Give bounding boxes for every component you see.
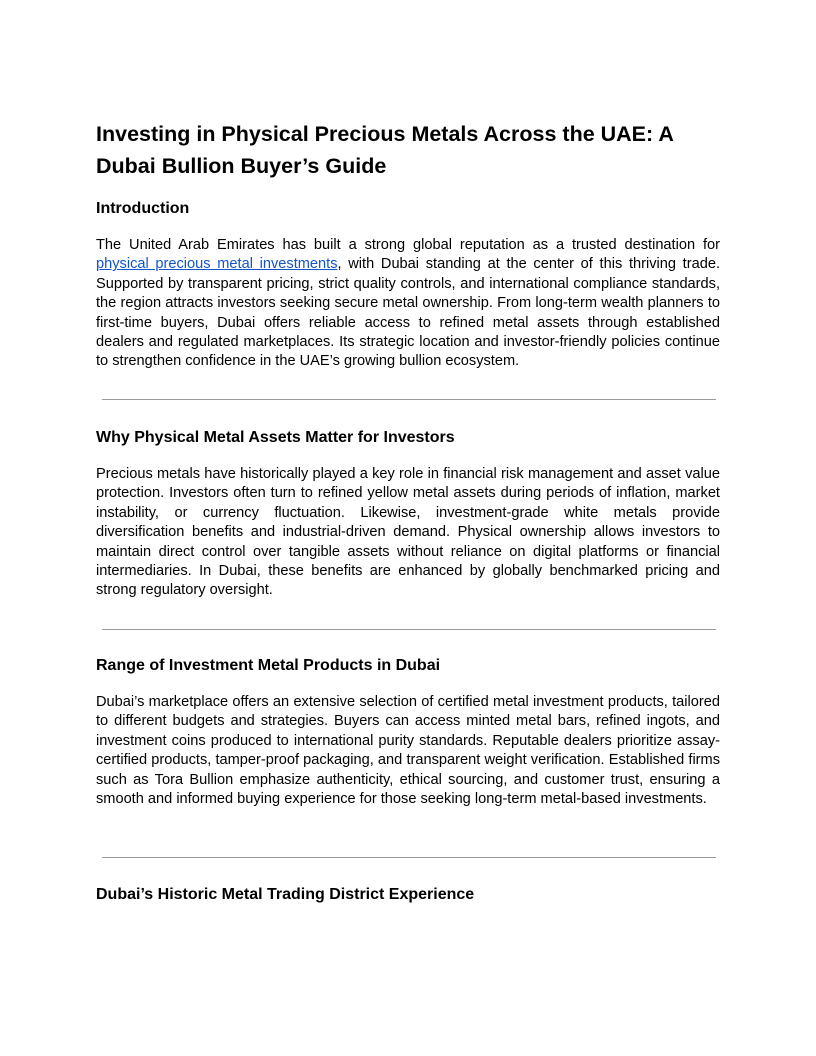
document-title: Investing in Physical Precious Metals Across the UAE: A Dubai Bullion Buyer’s Guide <box>96 122 674 178</box>
section-heading-introduction: Introduction <box>96 200 190 217</box>
horizontal-divider <box>102 857 716 858</box>
horizontal-divider <box>102 629 716 630</box>
section-paragraph-introduction <box>96 236 720 372</box>
section-paragraph-why-physical-metal: Precious metals have historically played a key role in financial risk management and asset value protection. Investors often turn to refined yellow metal assets during periods of inflation, market instability, or currency fluctuation. Likewise, investment-grade white metals provide diversification benefits and industrial-driven demand. Physical ownership allows investors to maintain direct control over tangible assets without reliance on digital platforms or financial intermediaries. In Dubai, these benefits are enhanced by globally benchmarked pricing and strong regulatory oversight. <box>96 466 720 599</box>
section-heading-historic-trading-district: Dubai’s Historic Metal Trading District Experience <box>96 886 475 903</box>
physical-precious-metal-investments-link[interactable]: physical precious metal investments <box>96 256 338 273</box>
horizontal-divider <box>102 399 716 400</box>
section-paragraph-range-of-products: Dubai’s marketplace offers an extensive selection of certified metal investment products, tailored to different budgets and strategies. Buyers can access minted metal bars, refined ingots, and investment coins produced to international purity standards. Reputable dealers prioritize assay-certified products, tamper-proof packaging, and transparent weight verification. Established firms such as Tora Bullion emphasize authenticity, ethical sourcing, and customer trust, ensuring a smooth and informed buying experience for those seeking long-term metal-based investments. <box>96 694 720 808</box>
paragraph-text: , with Dubai standing at the center of this thriving trade. Supported by transparent pricing, strict quality controls, and international compliance standards, the region attracts investors seeking secure metal ownership. From long-term wealth planners to first-time buyers, Dubai offers reliable access to refined metal assets through established dealers and regulated marketplaces. Its strategic location and investor-friendly policies continue to strengthen confidence in the UAE’s growing bullion ecosystem. <box>96 256 720 370</box>
section-heading-range-of-products: Range of Investment Metal Products in Dubai <box>96 657 441 674</box>
section-heading-why-physical-metal: Why Physical Metal Assets Matter for Investors <box>96 429 455 446</box>
paragraph-text: The United Arab Emirates has built a strong global reputation as a trusted destination for <box>96 237 720 253</box>
